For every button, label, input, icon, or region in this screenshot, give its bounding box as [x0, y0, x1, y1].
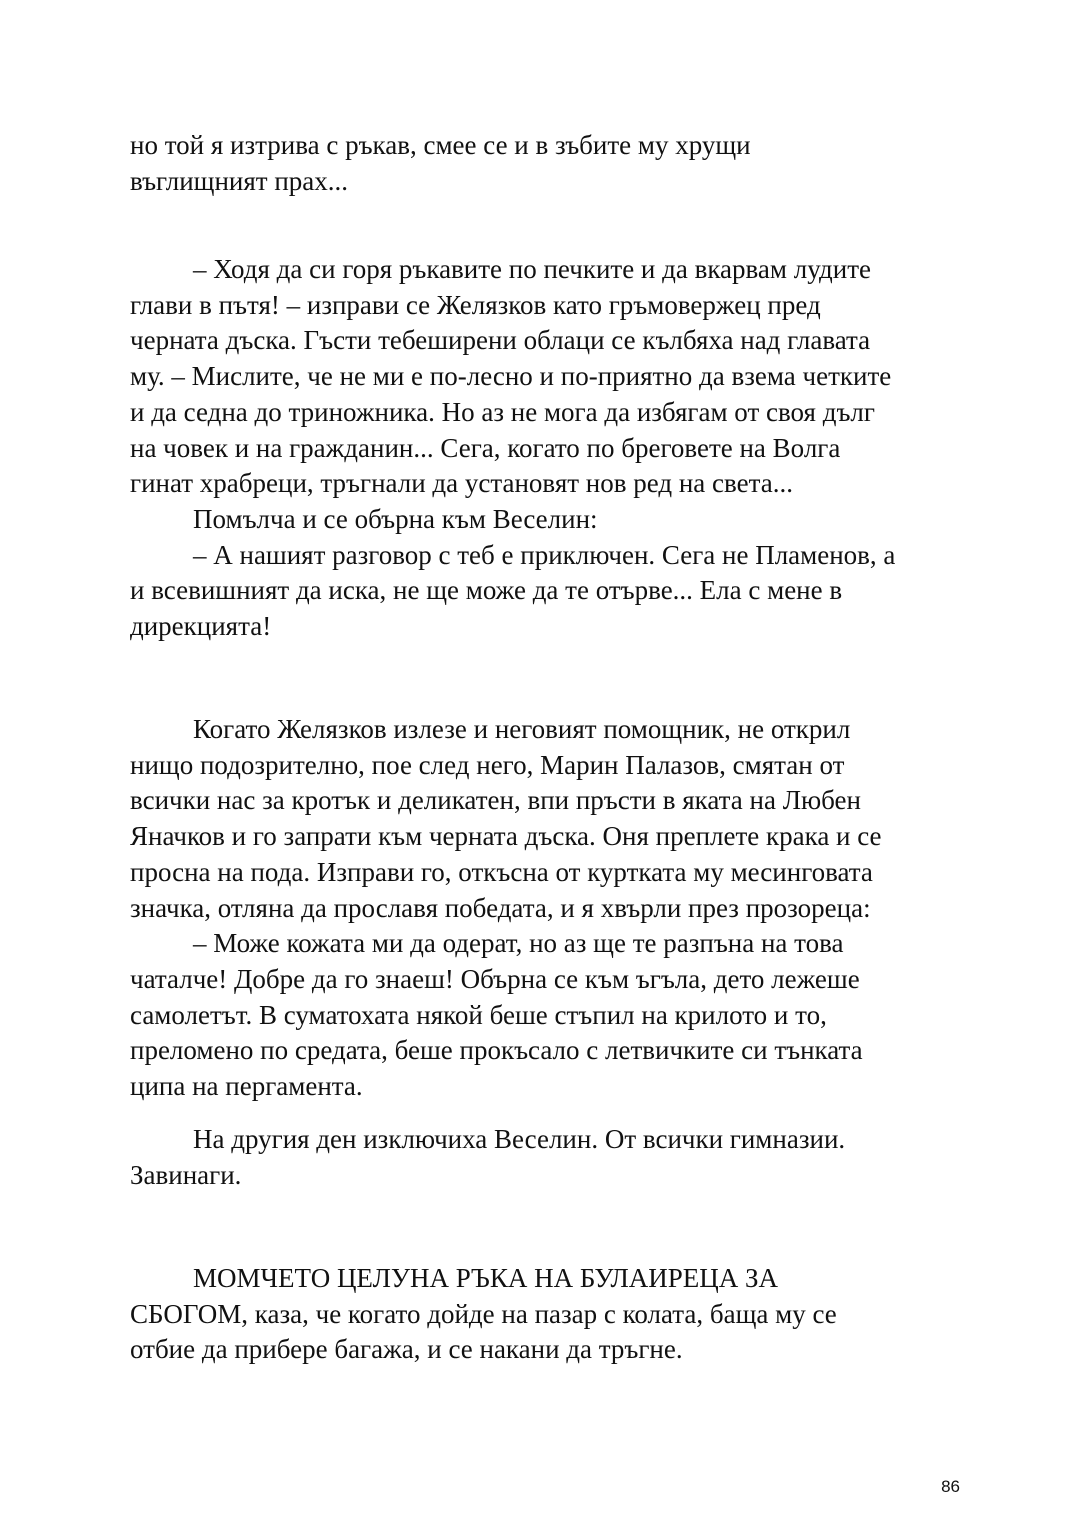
paragraph-expulsion	[130, 1122, 960, 1193]
text-line: на човек и на гражданин... Сега, когато по бреговете на Волга	[130, 432, 841, 463]
paragraph-boy-farewell	[130, 1261, 960, 1368]
text-line: му. – Мислите, че не ми е по-лесно и по-приятно да взема четките	[130, 361, 892, 392]
text-line: въглищният прах...	[130, 165, 349, 196]
text-line: На другия ден изключиха Веселин. От всички гимназии.	[193, 1124, 846, 1154]
text-line: и всевишният да иска, не ще може да те отърве... Ела с мене в	[130, 575, 843, 606]
text-line: ципа на пергамента.	[130, 1071, 363, 1102]
text-line: МОМЧЕТО ЦЕЛУНА РЪКА НА БУЛАИРЕЦА ЗА	[193, 1263, 779, 1293]
text-line: нищо подозрително, пое след него, Марин Палазов, смятан от	[130, 749, 845, 780]
text-line: самолетът. В суматохата някой беше стъпил на крилото и то,	[130, 999, 827, 1030]
text-line: гинат храбреци, тръгнали да установят нов ред на света...	[130, 468, 793, 499]
text-line: всички нас за кротък и деликатен, впи пръсти в яката на Любен	[130, 785, 861, 816]
text-line: Когато Желязков излезе и неговият помощник, не открил	[193, 714, 851, 744]
text-line: СБОГОМ, каза, че когато дойде на пазар с колата, баща му се	[130, 1298, 837, 1329]
text-line: Яначков и го запрати към черната дъска. Оня преплете крака и се	[130, 821, 882, 852]
text-line: и да седна до триножника. Но аз не мога да избягам от своя дълг	[130, 396, 875, 427]
text-line: глави в пътя! – изправи се Желязков като гръмовержец пред	[130, 289, 821, 320]
text-line: чаталче! Добре да го знаеш! Обърна се към ъгъла, дето лежеше	[130, 963, 860, 994]
text-line: черната дъска. Гъсти тебеширени облаци се кълбяха над главата	[130, 325, 871, 356]
text-line: просна на пода. Изправи го, откъсна от куртката му месинговата	[130, 856, 873, 887]
page-number: 86	[941, 1477, 960, 1496]
text-line: – Може кожата ми да одерат, но аз ще те разпъна на това	[193, 928, 844, 959]
paragraph-coal-dust	[130, 128, 960, 199]
text-line: но той я изтрива с ръкав, смее се и в зъбите му хрущи	[130, 130, 751, 160]
text-line: преломено по средата, беше прокъсало с летвичките си тънката	[130, 1035, 863, 1066]
text-line: дирекцията!	[130, 611, 272, 642]
text-line: – Ходя да си горя ръкавите по печките и да вкарвам лудите	[193, 254, 871, 284]
text-line: Завинаги.	[130, 1159, 242, 1190]
text-line: – А нашият разговор с теб е приключен. Сега не Пламенов, а	[193, 539, 896, 570]
paragraph-zhelyazkov-speech	[130, 252, 960, 645]
paragraph-marin-palazov	[130, 712, 960, 1105]
text-line: отбие да прибере багажа, и се накани да тръгне.	[130, 1334, 683, 1365]
text-line: значка, отляна да прославя победата, и я хвърли през прозореца:	[130, 892, 871, 923]
text-line: Помълча и се обърна към Веселин:	[193, 503, 598, 534]
